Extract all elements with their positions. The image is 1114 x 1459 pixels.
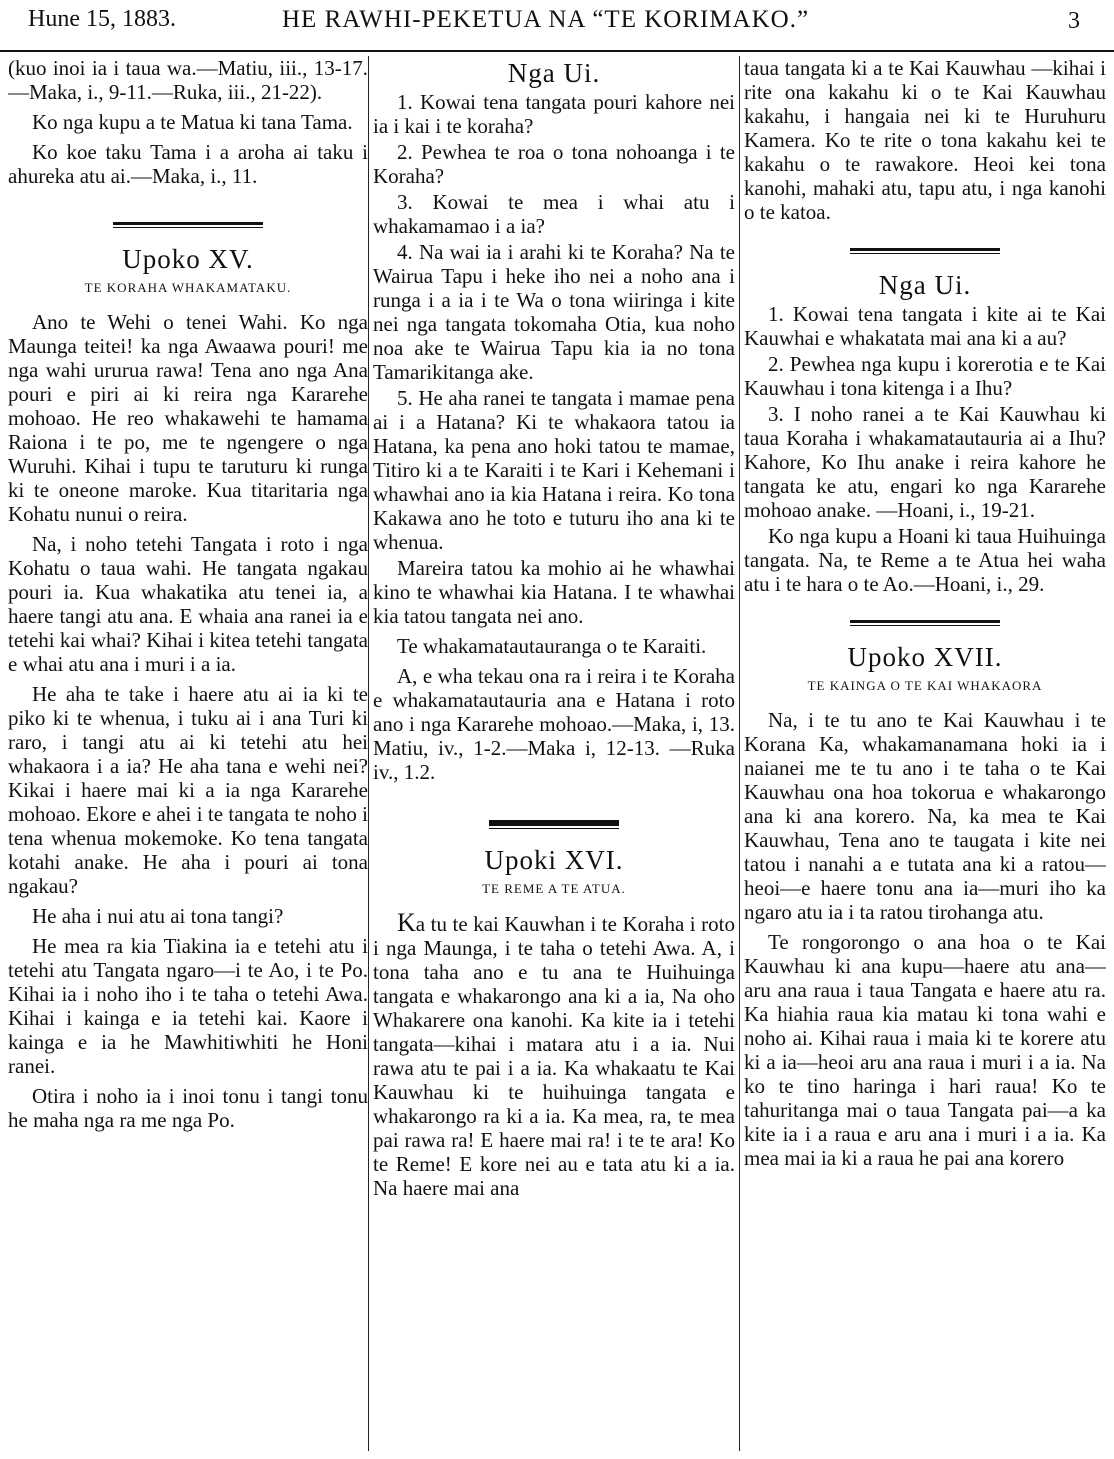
question: 2. Pewhea te roa o tona nohoanga i te Koraha?	[373, 140, 735, 188]
section-title: Upoko XV.	[122, 244, 254, 274]
paragraph: Te whakamatautauranga o te Karaiti.	[397, 634, 707, 658]
section-subtitle: TE KORAHA WHAKAMATAKU.	[84, 280, 292, 295]
paragraph-text: a tu te kai Kauwhan i te Koraha i roto i nga Maunga, i te taha o tetehi Awa. A, i tona taha ano e tu ana te Huihuinga tangata e whakarongo ana ki a ia, Na oho Whakarere ona kanohi. Ka kite ia i tetehi tangata—kihai i matara atu i a ia. Nui rawa atu te pai i a ia. Ka whakaatu te Kai Kauwhau ki te huihuinga tangata e whakarongo ra ki a ia. Ka mea, ra, te mea pai rawa ra! E haere mai ra! i te te ara! Ko te Reme! E kore nei au e tata atu ki a ia. Na haere mai ana	[373, 912, 735, 1200]
paragraph: Te rongorongo o ana hoa o te Kai Kauwhau ki ana kupu—haere atu ana—aru ana raua i taua Tangata e haere atu ra. Ka hiahia raua kia matau ki tona wahi e noho ai. Kihai raua i maia ki te korere atu ki a ia—heoi aru ana raua i muri i a ia. Na ko te tino haringa i hari raua! Ko te tahuritanga mai o taua Tangata pai—a ka kite ia i a raua e aru ana i muri i a ia. Ka mea mai ia ki a raua he pai ana korero	[744, 930, 1106, 1170]
paragraph: Ko nga kupu a te Matua ki tana Tama.	[32, 110, 353, 134]
section-title: Nga Ui.	[878, 270, 972, 300]
paragraph: A, e wha tekau ona ra i reira i te Koraha e whakamatautauria ana e Hatana i roto ano i nga Kararehe mohoao.—Maka, i, 13. Matiu, iv., 1-2.—Maka i, 12-13. —Ruka iv., 1.2.	[373, 664, 735, 784]
paragraph: Ano te Wehi o tenei Wahi. Ko nga Maunga teitei! ka nga Awaawa pouri! me nga wahi ururua rawa! Tena ano nga Ana pouri e piri ai ki reira nga Kararehe mohoao. He reo whakawehi te hamama Raiona i te po, me te ngengere o nga Wuruhi. Kihai i tupu te taruturu ki runga ki te oneone maroke. Kua titaritaria nga Kohatu nunui o reira.	[8, 310, 368, 526]
question: 1. Kowai tena tangata i kite ai te Kai Kauwhai e whakatata mai ana ki a au?	[744, 302, 1106, 350]
question: 3. Kowai te mea i whai atu i whakamamao i a ia?	[373, 190, 735, 238]
paragraph: Ko koe taku Tama i a aroha ai taku i ahureka atu ai.—Maka, i., 11.	[8, 140, 368, 188]
paragraph: Mareira tatou ka mohio ai he whawhai kino te whawhai kia Hatana. I te whawhai kia tatou tangata nei ano.	[373, 556, 735, 628]
section-title: Upoko XVII.	[847, 642, 1003, 672]
section-title: Nga Ui.	[507, 58, 601, 88]
paragraph	[373, 908, 735, 1200]
column-1	[8, 56, 368, 1456]
page-header	[0, 0, 1114, 52]
paragraph: Otira i noho ia i inoi tonu i tangi tonu he maha nga ra me nga Po.	[8, 1084, 368, 1132]
paragraph: Na, i noho tetehi Tangata i roto i nga Kohatu o taua wahi. He tangata ngakau pouri ia. Kua whakatika atu tenei ia, a haere tangi atu ana. E whaia ana ranei ia e tetehi kai whai? Kihai i kitea tetehi tangata e whai atu ana i muri i a ia.	[8, 532, 368, 676]
column-rule-1	[368, 56, 369, 1451]
header-title: HE RAWHI-PEKETUA NA “TE KORIMAKO.”	[282, 6, 810, 33]
drop-cap: K	[397, 908, 416, 937]
section-title: Upoki XVI.	[484, 845, 624, 875]
paragraph: Na, i te tu ano te Kai Kauwhau i te Korana Ka, whakamanamana hoki ia i naianei me te tu ano i te taha o te Kai Kauwhau ona hoa tokorua e whakarongo ana ki ana korero. Na, ka mea te Kai Kauwhau, Tena ano te taugata i kite nei tatou i nanahi a e tutata ana ki a ratou—heoi—e haere tonu ana ia—muri iho ka ngaro atu ia i ta ratou tirohanga atu.	[744, 708, 1106, 924]
column-2	[373, 56, 735, 1456]
page-number: 3	[1068, 8, 1080, 34]
question: 4. Na wai ia i arahi ki te Koraha? Na te Wairua Tapu i heke iho nei a noho ana i runga i a ia i te Wa o tona wiiringa i kite nei nga tangata tokomaha Otia, kua noho noa ake te Wairua Tapu kia ia no tona Tamarikitanga ake.	[373, 240, 735, 384]
section-subtitle: TE REME A TE ATUA.	[482, 881, 626, 896]
header-date: Hune 15, 1883.	[28, 6, 176, 32]
paragraph: (kuo inoi ia i taua wa.—Matiu, iii., 13-17.—Maka, i., 9-11.—Ruka, iii., 21-22).	[8, 56, 368, 104]
paragraph: He aha i nui atu ai tona tangi?	[32, 904, 284, 928]
section-divider	[489, 820, 619, 829]
paragraph: He mea ra kia Tiakina ia e tetehi atu i tetehi atu Tangata ngaro—i te Ao, i te Po. Kihai ia i noho iho i te taha o tetehi Awa. Kihai i kainga e ia tetehi kai. Kaore i kainga e ia he Mawhitiwhiti he Honi ranei.	[8, 934, 368, 1078]
column-3	[744, 56, 1106, 1456]
question: 1. Kowai tena tangata pouri kahore nei ia i kai i te koraha?	[373, 90, 735, 138]
paragraph: He aha te take i haere atu ai ia ki te piko ki te whenua, i tuku ai i ana Turi ki raro, i tangi atu ai ki tetehi atu hei whakaora i a ia? He aha tana e wehi nei? Kikai i haere mai ki a ia nga Kararehe mohoao. Ekore e ahei i te tangata te noho i tena whenua mokemoke. Ko tena tangata kotahi anake. He aha i pouri ai tona ngakau?	[8, 682, 368, 898]
question: 5. He aha ranei te tangata i mamae pena ai i a Hatana? Ki te whakaora tatou ia Hatana, ka pena ano hoki tatou te mamae, Titiro ki a te Karaiti i te Kari i Kehemani i whawhai ano ia kia Hatana i reira. Ko tona Kakawa ano he toto e tuturu iho ana ki te whenua.	[373, 386, 735, 554]
column-rule-2	[739, 56, 740, 1451]
paragraph: taua tangata ki a te Kai Kauwhau —kihai i rite ona kakahu ki o te Kai Kauwhau kakahu, i hangaia nei ki te Huruhuru Kamera. Ko te rite o tona kakahu kei te kakahu o te rawakore. Heoi kei tona kanohi, mahaki atu, tapu atu, i nga kanohi o te katoa.	[744, 56, 1106, 224]
section-subtitle: TE KAINGA O TE KAI WHAKAORA	[807, 678, 1043, 693]
question: 3. I noho ranei a te Kai Kauwhau ki taua Koraha i whakamatautauria ai a Ihu? Kahore, Ko Ihu anake i reira kahore he tangata ke atu, engari ko nga Kararehe mohoao anake. —Hoani, i., 19-21.	[744, 402, 1106, 522]
paragraph: Ko nga kupu a Hoani ki taua Huihuinga tangata. Na, te Reme a te Atua hei waha atu i te hara o te Ao.—Hoani, i., 29.	[744, 524, 1106, 596]
question: 2. Pewhea nga kupu i korerotia e te Kai Kauwhau i tona kitenga i a Ihu?	[744, 352, 1106, 400]
